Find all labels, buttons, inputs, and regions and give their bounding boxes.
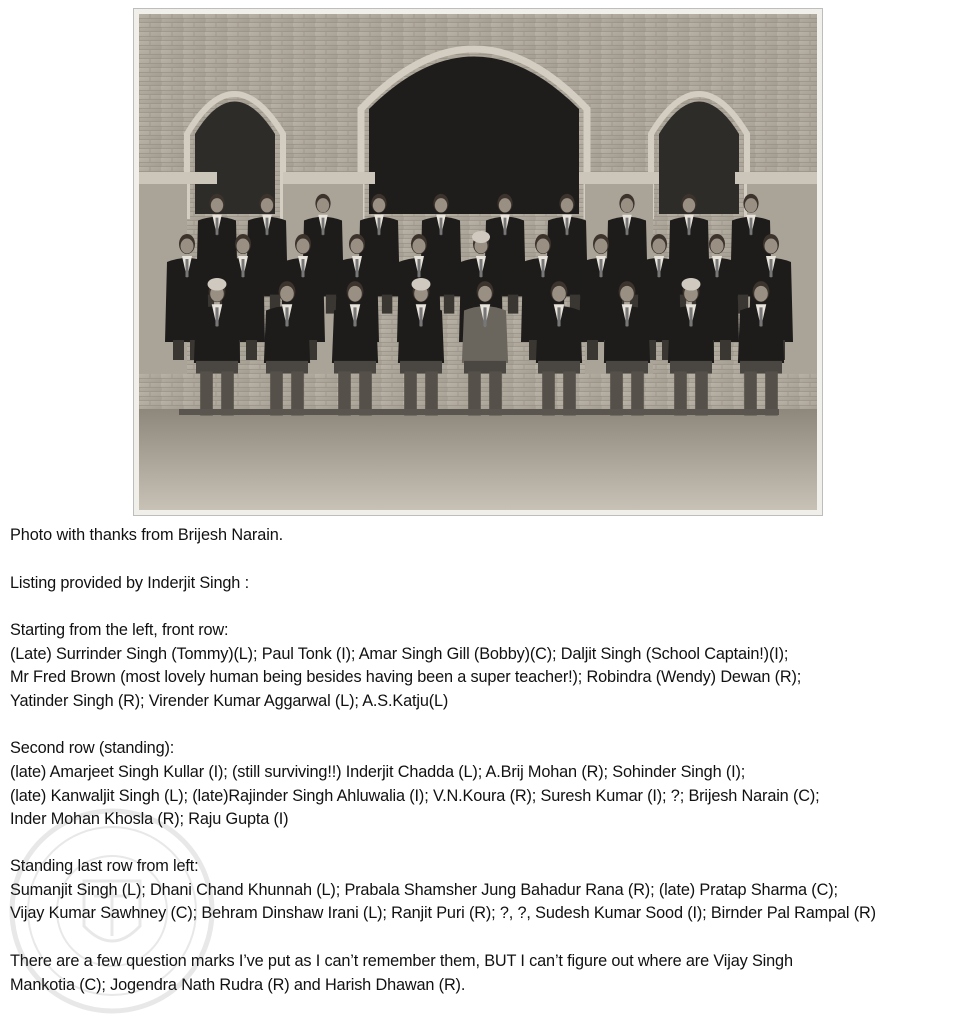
front-row-line: Mr Fred Brown (most lovely human being besides having been a super teacher!); Robindra (Wendy) Dewan (R); bbox=[10, 668, 802, 686]
person-leg bbox=[563, 371, 576, 415]
listing-intro: Listing provided by Inderjit Singh : bbox=[10, 574, 249, 592]
person-tie bbox=[688, 218, 691, 235]
person-tie bbox=[322, 218, 325, 235]
person-tie bbox=[689, 307, 692, 326]
person-tie bbox=[285, 307, 288, 326]
person-leg bbox=[444, 295, 454, 314]
person-face bbox=[745, 198, 757, 212]
person-leg bbox=[720, 340, 731, 360]
person-leg bbox=[200, 371, 213, 415]
second-row-heading: Second row (standing): bbox=[10, 739, 175, 757]
person-leg bbox=[425, 371, 438, 415]
person-tie bbox=[378, 218, 381, 235]
closing-note-line: There are a few question marks I’ve put as I can’t remember them, BUT I can’t figure out where are Vijay Singh bbox=[10, 952, 793, 970]
person-leg bbox=[674, 371, 687, 415]
person-leg bbox=[744, 371, 757, 415]
second-row-line: (late) Amarjeet Singh Kullar (I); (still surviving!!) Inderjit Chadda (L); A.Brij Mohan (R); Sohinder Singh (I); bbox=[10, 763, 746, 781]
person-tie bbox=[658, 259, 661, 277]
person-leg bbox=[765, 371, 778, 415]
person-turban bbox=[472, 231, 490, 243]
person-turban bbox=[412, 278, 431, 291]
person-leg bbox=[542, 371, 555, 415]
person-face bbox=[561, 198, 573, 212]
person-leg bbox=[246, 340, 257, 360]
second-row-line: (late) Kanwaljit Singh (L); (late)Rajinder Singh Ahluwalia (I); V.N.Koura (R); Suresh Kumar (I); ?; Brijesh Narain (C); bbox=[10, 787, 820, 805]
person-tie bbox=[266, 218, 269, 235]
person-tie bbox=[418, 259, 421, 277]
person-face bbox=[754, 286, 768, 302]
person-tie bbox=[625, 307, 628, 326]
person-face bbox=[653, 239, 666, 254]
person-tie bbox=[566, 218, 569, 235]
person-leg bbox=[338, 371, 351, 415]
person-leg bbox=[173, 340, 184, 360]
person-face bbox=[261, 198, 273, 212]
person-tie bbox=[483, 307, 486, 326]
person-leg bbox=[489, 371, 502, 415]
person-face bbox=[711, 239, 724, 254]
person-tie bbox=[419, 307, 422, 326]
person-leg bbox=[291, 371, 304, 415]
person-leg bbox=[382, 295, 392, 314]
person-face bbox=[765, 239, 778, 254]
person-tie bbox=[186, 259, 189, 277]
bench bbox=[179, 409, 779, 415]
person-tie bbox=[356, 259, 359, 277]
person-tie bbox=[759, 307, 762, 326]
front-row-line: (Late) Surrinder Singh (Tommy)(L); Paul Tonk (I); Amar Singh Gill (Bobby)(C); Daljit Singh (School Captain!)(I); bbox=[10, 645, 789, 663]
person-leg bbox=[508, 295, 518, 314]
person-face bbox=[683, 198, 695, 212]
person-leg bbox=[695, 371, 708, 415]
person-face bbox=[348, 286, 362, 302]
person-face bbox=[620, 286, 634, 302]
last-row-line: Vijay Kumar Sawhney (C); Behram Dinshaw Irani (L); Ranjit Puri (R); ?, ?, Sudesh Kumar Sood (I); Birnder Pal Rampal (R) bbox=[10, 904, 876, 922]
person-tie bbox=[242, 259, 245, 277]
school-group-photo bbox=[139, 14, 817, 510]
photo-caption: Photo with thanks from Brijesh Narain. bbox=[10, 526, 284, 544]
person-tie bbox=[216, 218, 219, 235]
person-tie bbox=[542, 259, 545, 277]
person-face bbox=[435, 198, 447, 212]
front-row-heading: Starting from the left, front row: bbox=[10, 621, 229, 639]
person-leg bbox=[404, 371, 417, 415]
person-tie bbox=[557, 307, 560, 326]
person-tie bbox=[600, 259, 603, 277]
person-turban bbox=[208, 278, 227, 291]
person-tie bbox=[716, 259, 719, 277]
person-leg bbox=[631, 371, 644, 415]
person-tie bbox=[353, 307, 356, 326]
group-photo bbox=[133, 8, 823, 516]
person-tie bbox=[480, 259, 483, 277]
closing-note-line: Mankotia (C); Jogendra Nath Rudra (R) and Harish Dhawan (R). bbox=[10, 976, 466, 994]
person-face bbox=[211, 198, 223, 212]
person-face bbox=[621, 198, 633, 212]
person-leg bbox=[468, 371, 481, 415]
person-leg bbox=[270, 371, 283, 415]
person-tie bbox=[504, 218, 507, 235]
person-face bbox=[297, 239, 310, 254]
person-face bbox=[499, 198, 511, 212]
person-face bbox=[181, 239, 194, 254]
last-row-heading: Standing last row from left: bbox=[10, 857, 199, 875]
person-face bbox=[373, 198, 385, 212]
person-leg bbox=[221, 371, 234, 415]
person-tie bbox=[215, 307, 218, 326]
person-turban bbox=[682, 278, 701, 291]
person-tie bbox=[440, 218, 443, 235]
person-tie bbox=[302, 259, 305, 277]
person-face bbox=[280, 286, 294, 302]
person-face bbox=[552, 286, 566, 302]
person-leg bbox=[587, 340, 598, 360]
person-face bbox=[317, 198, 329, 212]
front-row-line: Yatinder Singh (R); Virender Kumar Aggarwal (L); A.S.Katju(L) bbox=[10, 692, 449, 710]
person-face bbox=[237, 239, 250, 254]
last-row-line: Sumanjit Singh (L); Dhani Chand Khunnah (L); Prabala Shamsher Jung Bahadur Rana (R); (late) Pratap Sharma (C); bbox=[10, 881, 838, 899]
person-face bbox=[478, 286, 492, 302]
person-face bbox=[595, 239, 608, 254]
person-face bbox=[351, 239, 364, 254]
person-leg bbox=[359, 371, 372, 415]
person-tie bbox=[750, 218, 753, 235]
person-tie bbox=[626, 218, 629, 235]
person-leg bbox=[610, 371, 623, 415]
person-face bbox=[537, 239, 550, 254]
person-face bbox=[413, 239, 426, 254]
person-tie bbox=[770, 259, 773, 277]
second-row-line: Inder Mohan Khosla (R); Raju Gupta (I) bbox=[10, 810, 289, 828]
